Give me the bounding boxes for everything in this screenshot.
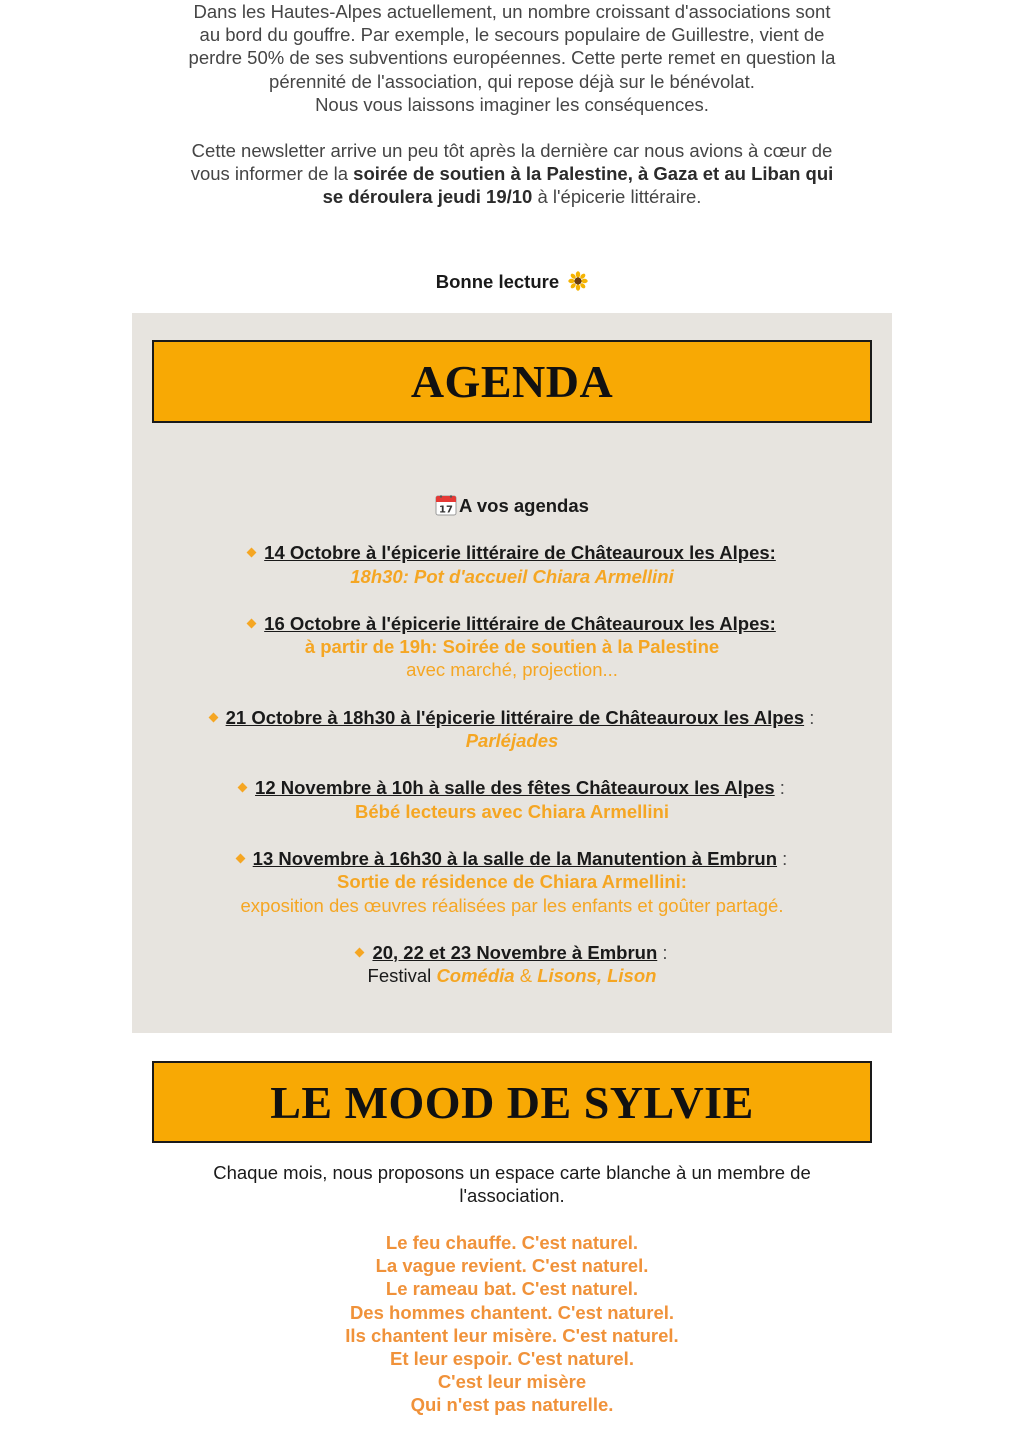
- agenda-event-colon: :: [777, 847, 788, 869]
- diamond-bullet-icon: [208, 712, 218, 722]
- poem-line: Le rameau bat. C'est naturel.: [385, 1278, 639, 1300]
- poem-line: Et leur espoir. C'est naturel.: [390, 1348, 634, 1370]
- greeting: [0, 269, 1024, 295]
- festival-name-lisons: Lisons, Lison: [537, 965, 657, 987]
- mood-banner: [152, 1061, 872, 1143]
- agenda-event-title-link[interactable]: 12 Novembre à 10h à salle des fêtes Châteauroux les Alpes: [255, 777, 775, 799]
- festival-ampersand: &: [514, 965, 538, 987]
- poem-line: Des hommes chantent. C'est naturel.: [349, 1301, 675, 1323]
- intro-paragraph-1: [140, 0, 884, 116]
- agenda-event-detail: à partir de 19h: Soirée de soutien à la Palestine: [304, 636, 720, 658]
- intro-line: Nous vous laissons imaginer les conséquences.: [315, 93, 709, 115]
- agenda-event-title-link[interactable]: 14 Octobre à l'épicerie littéraire de Châteauroux les Alpes:: [264, 542, 776, 564]
- agenda-banner: [152, 340, 872, 423]
- poem-line: C'est leur misère: [437, 1371, 587, 1393]
- agenda-heading-text: A vos agendas: [459, 495, 589, 516]
- agenda-event: [132, 612, 892, 682]
- poem: [0, 1231, 1024, 1417]
- diamond-bullet-icon: [247, 548, 257, 558]
- diamond-bullet-icon: [355, 947, 365, 957]
- agenda-banner-title: AGENDA: [410, 356, 614, 407]
- agenda-event-colon: :: [774, 777, 785, 799]
- intro-line: perdre 50% de ses subventions européennes. Cette perte remet en question la: [188, 47, 836, 69]
- event-highlight: soirée de soutien à la Palestine, à Gaza et au Liban qui: [353, 163, 834, 185]
- agenda-event-detail: 18h30: Pot d'accueil Chiara Armellini: [350, 565, 674, 587]
- event-highlight-date: se déroulera jeudi 19/10: [322, 186, 533, 208]
- sunflower-icon: [568, 269, 588, 295]
- intro-text-segment: vous informer de la: [190, 163, 354, 185]
- agenda-event-subdetail: exposition des œuvres réalisées par les enfants et goûter partagé.: [240, 894, 784, 916]
- agenda-event-detail: Bébé lecteurs avec Chiara Armellini: [355, 800, 669, 822]
- poem-line: Ils chantent leur misère. C'est naturel.: [345, 1324, 679, 1346]
- intro-text: [140, 0, 884, 209]
- intro-line: Cette newsletter arrive un peu tôt après la dernière car nous avions à cœur de: [191, 140, 833, 162]
- agenda-event: [132, 941, 892, 988]
- agenda-event-title-link[interactable]: 16 Octobre à l'épicerie littéraire de Châteauroux les Alpes:: [264, 612, 776, 634]
- agenda-heading: [132, 494, 892, 517]
- mood-intro-line: l'association.: [459, 1185, 565, 1207]
- agenda-event-title-link[interactable]: 21 Octobre à 18h30 à l'épicerie littéraire de Châteauroux les Alpes: [225, 706, 805, 728]
- mood-banner-title: LE MOOD DE SYLVIE: [270, 1076, 754, 1128]
- poem-line: Le feu chauffe. C'est naturel.: [385, 1232, 639, 1253]
- mood-intro-line: Chaque mois, nous proposons un espace carte blanche à un membre de: [213, 1162, 811, 1183]
- agenda-event-title-link[interactable]: 20, 22 et 23 Novembre à Embrun: [372, 941, 658, 963]
- greeting-text: Bonne lecture: [435, 271, 560, 292]
- diamond-bullet-icon: [247, 618, 257, 628]
- agenda-event: [132, 706, 892, 753]
- intro-text-segment: à l'épicerie littéraire.: [532, 186, 702, 208]
- intro-line: pérennité de l'association, qui repose déjà sur le bénévolat.: [269, 70, 755, 92]
- calendar-icon: [435, 494, 457, 516]
- agenda-event-detail: Sortie de résidence de Chiara Armellini:: [337, 871, 687, 893]
- diamond-bullet-icon: [235, 854, 245, 864]
- agenda-list: [132, 494, 892, 1011]
- agenda-event-detail: Parléjades: [465, 730, 559, 752]
- calendar-icon-day: 17: [439, 504, 454, 516]
- agenda-event: [132, 541, 892, 588]
- poem-line: Qui n'est pas naturelle.: [410, 1394, 614, 1416]
- intro-line: Dans les Hautes-Alpes actuellement, un nombre croissant d'associations sont: [193, 1, 831, 22]
- mood-intro: [160, 1161, 864, 1207]
- agenda-event: [132, 847, 892, 917]
- agenda-event-title-link[interactable]: 13 Novembre à 16h30 à la salle de la Manutention à Embrun: [252, 847, 778, 869]
- agenda-event-subdetail: avec marché, projection...: [406, 659, 618, 681]
- agenda-event-colon: :: [804, 706, 815, 728]
- intro-paragraph-2: [140, 139, 884, 209]
- festival-name-comedia: Comédia: [436, 965, 515, 987]
- agenda-event: [132, 776, 892, 823]
- diamond-bullet-icon: [238, 783, 248, 793]
- agenda-event-colon: :: [657, 941, 668, 963]
- festival-prefix: Festival: [367, 965, 437, 987]
- intro-line: au bord du gouffre. Par exemple, le secours populaire de Guillestre, vient de: [199, 24, 825, 46]
- poem-line: La vague revient. C'est naturel.: [375, 1255, 649, 1277]
